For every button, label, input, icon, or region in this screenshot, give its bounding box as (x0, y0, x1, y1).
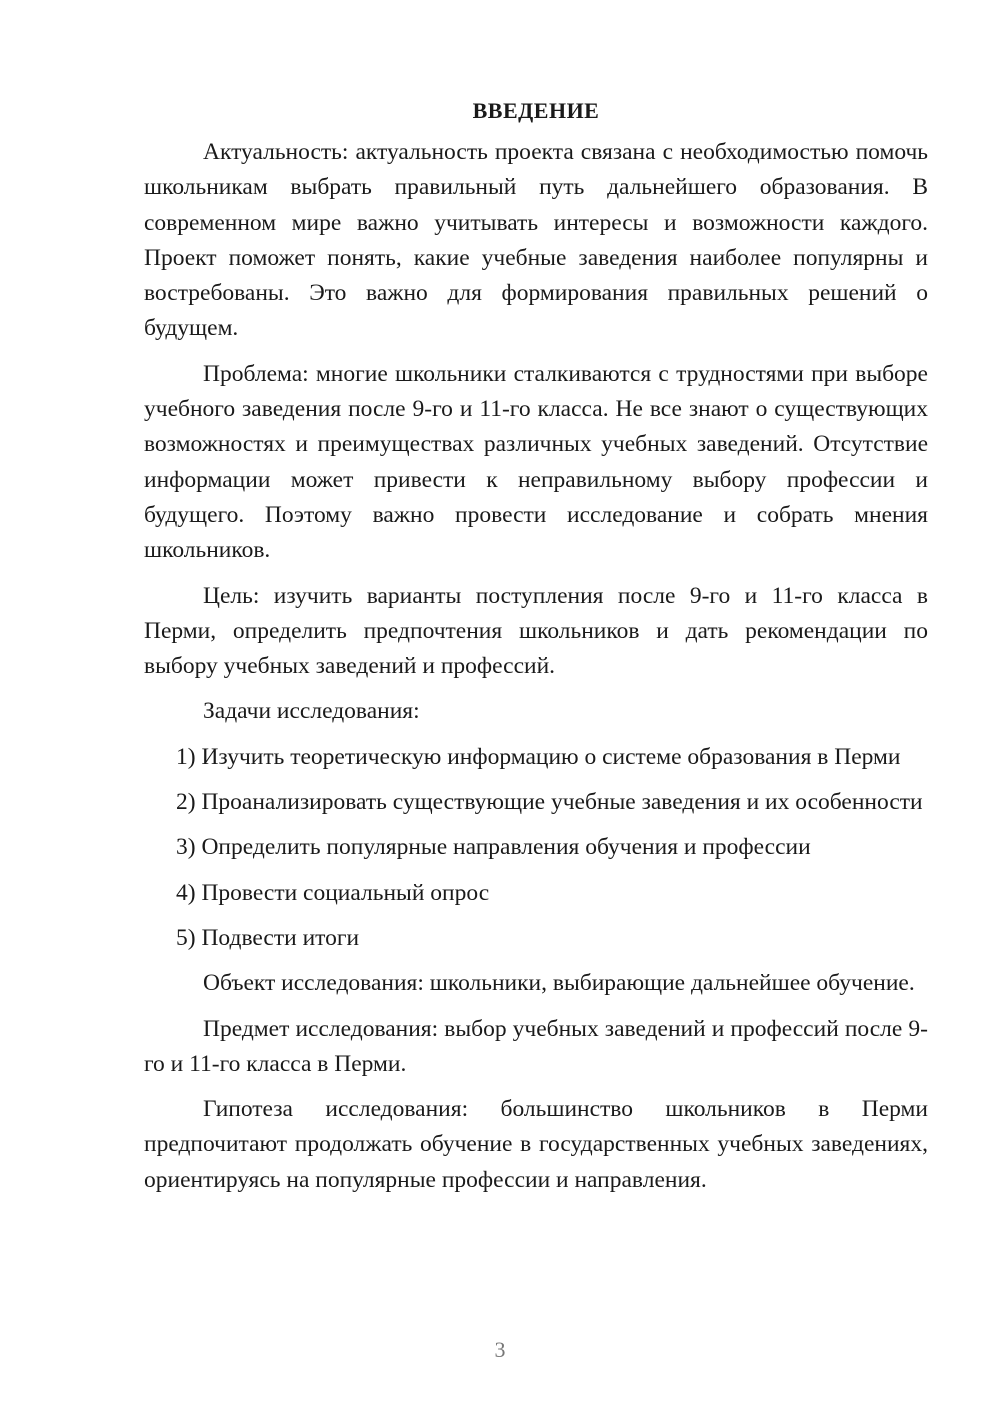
task-item-1: 1) Изучить теоретическую информацию о системе образования в Перми (176, 743, 901, 770)
goal-paragraph: Цель: изучить варианты поступления после 9-го и 11-го класса в Перми, определить предпочтения школьников и дать рекомендации по выбору учебных заведений и профессий. (144, 582, 928, 680)
tasks-heading: Задачи исследования: (203, 698, 420, 725)
task-item-2: 2) Проанализировать существующие учебные заведения и их особенности (176, 789, 923, 816)
hypothesis-paragraph: Гипотеза исследования: большинство школьников в Перми предпочитают продолжать обучение в государственных учебных заведениях, ориентируясь на популярные профессии и направления. (144, 1096, 928, 1193)
relevance-paragraph: Актуальность: актуальность проекта связана с необходимостью помочь школьникам выбрать правильный путь дальнейшего образования. В современном мире важно учитывать интересы и возможности каждого. Проект поможет понять, какие учебные заведения наиболее популярны и востребованы. Это важно для формирования правильных решений о будущем. (144, 139, 928, 342)
page-title: ВВЕДЕНИЕ (472, 98, 600, 123)
task-item-5: 5) Подвести итоги (176, 924, 360, 951)
subject-paragraph: Предмет исследования: выбор учебных заведений и профессий после 9-го и 11-го класса в Перми. (144, 1015, 928, 1077)
task-item-3: 3) Определить популярные направления обучения и профессии (176, 834, 811, 861)
object-paragraph: Объект исследования: школьники, выбирающие дальнейшее обучение. (203, 970, 915, 997)
problem-paragraph: Проблема: многие школьники сталкиваются с трудностями при выборе учебного заведения после 9-го и 11-го класса. Не все знают о существующих возможностях и преимуществах различных учебных заведений. Отсутствие информации может привести к неправильному выбору профессии и будущего. Поэтому важно провести исследование и собрать мнения школьников. (144, 360, 928, 564)
task-item-4: 4) Провести социальный опрос (176, 879, 490, 906)
page-number: 3 (494, 1337, 506, 1362)
text-area (144, 93, 928, 1208)
